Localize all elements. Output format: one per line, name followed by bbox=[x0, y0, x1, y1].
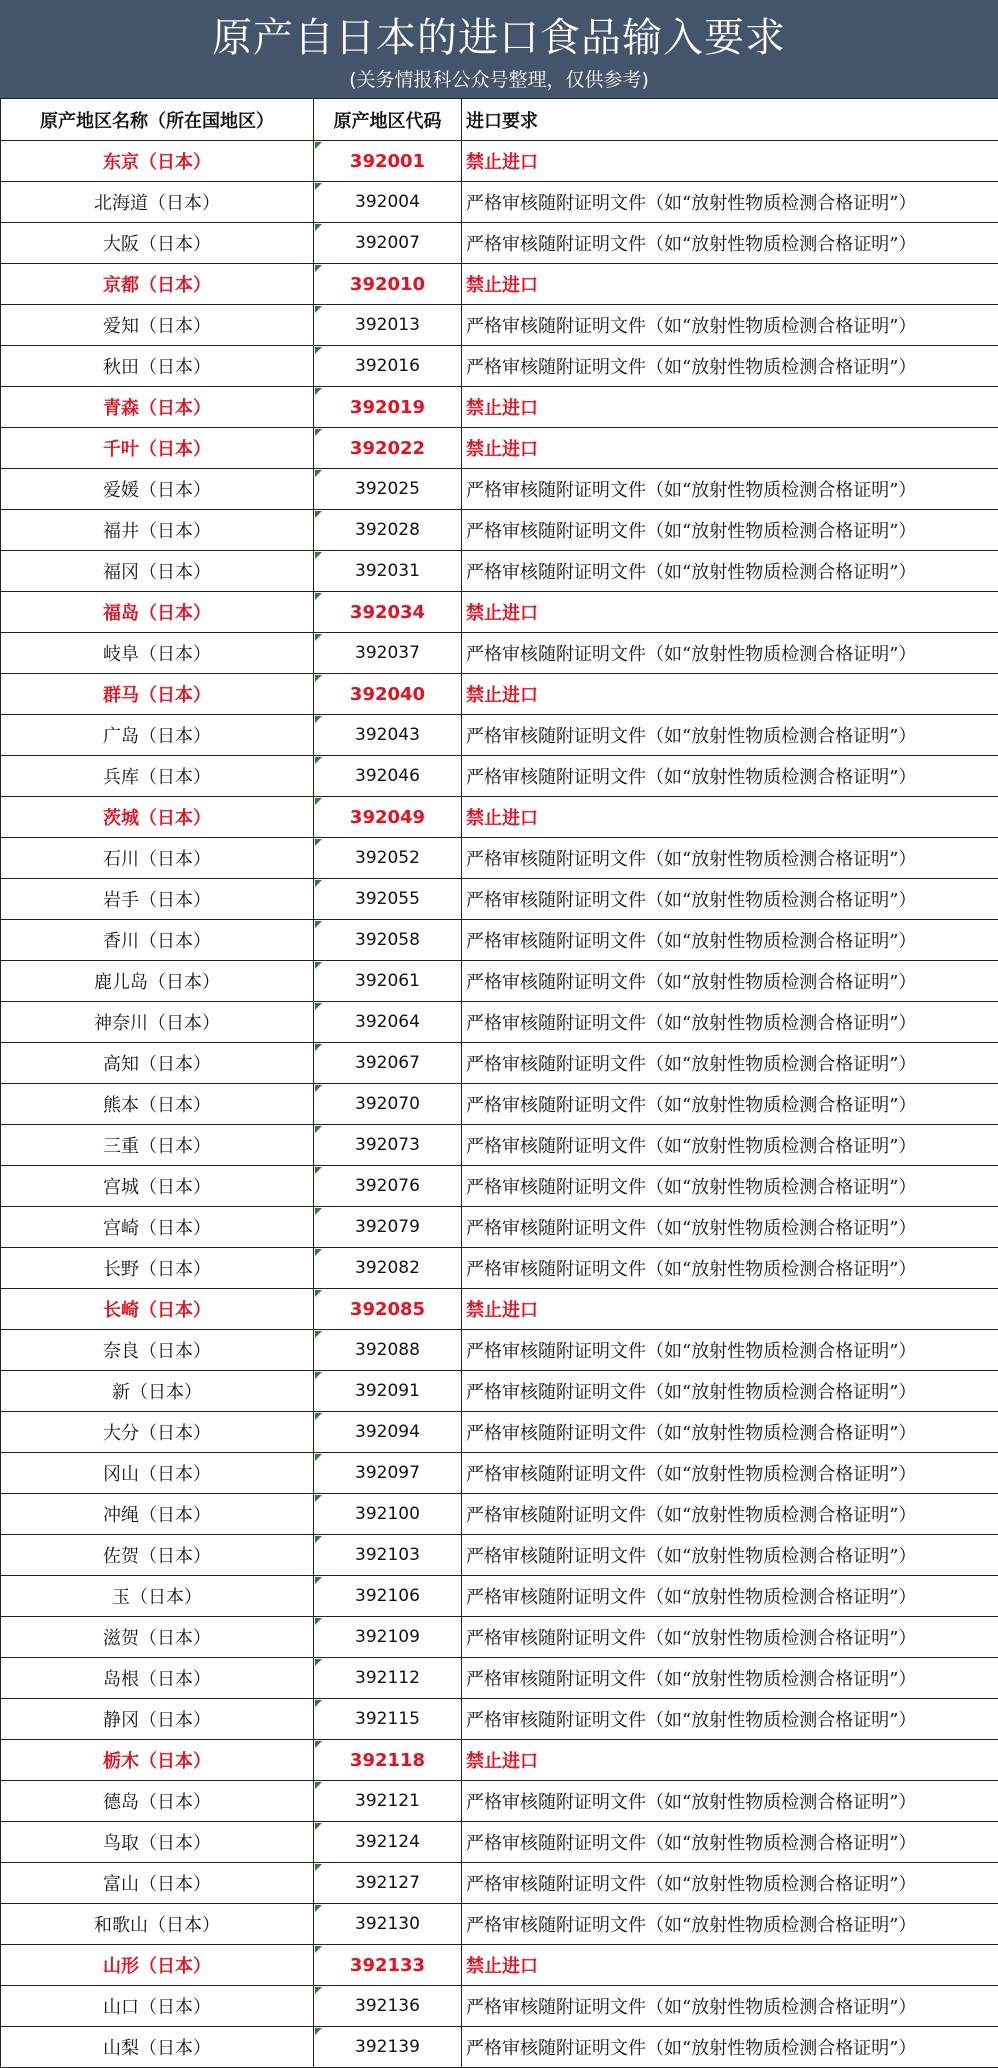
cell-import-requirement: 严格审核随附证明文件（如“放射性物质检测合格证明”） bbox=[462, 1576, 998, 1617]
cell-region-name: 青森（日本） bbox=[1, 387, 314, 428]
cell-region-code: 392115 bbox=[314, 1699, 462, 1740]
cell-import-requirement: 严格审核随附证明文件（如“放射性物质检测合格证明”） bbox=[462, 1822, 998, 1863]
cell-region-code: 392013 bbox=[314, 305, 462, 346]
cell-region-name: 佐贺（日本） bbox=[1, 1535, 314, 1576]
table-row bbox=[1, 346, 998, 387]
cell-region-name: 新（日本） bbox=[1, 1371, 314, 1412]
cell-region-code: 392046 bbox=[314, 756, 462, 797]
cell-import-requirement: 严格审核随附证明文件（如“放射性物质检测合格证明”） bbox=[462, 633, 998, 674]
table-row bbox=[1, 1822, 998, 1863]
table-row bbox=[1, 305, 998, 346]
cell-region-code: 392121 bbox=[314, 1781, 462, 1822]
cell-region-name: 福岛（日本） bbox=[1, 592, 314, 633]
cell-region-name: 和歌山（日本） bbox=[1, 1904, 314, 1945]
cell-import-requirement: 严格审核随附证明文件（如“放射性物质检测合格证明”） bbox=[462, 1002, 998, 1043]
cell-region-name: 德岛（日本） bbox=[1, 1781, 314, 1822]
cell-region-name: 滋贺（日本） bbox=[1, 1617, 314, 1658]
cell-import-requirement: 严格审核随附证明文件（如“放射性物质检测合格证明”） bbox=[462, 1781, 998, 1822]
cell-import-requirement: 严格审核随附证明文件（如“放射性物质检测合格证明”） bbox=[462, 1166, 998, 1207]
cell-import-requirement: 严格审核随附证明文件（如“放射性物质检测合格证明”） bbox=[462, 879, 998, 920]
table-row bbox=[1, 1412, 998, 1453]
cell-region-code: 392034 bbox=[314, 592, 462, 633]
table-row bbox=[1, 1863, 998, 1904]
cell-region-code: 392040 bbox=[314, 674, 462, 715]
cell-region-name: 爱媛（日本） bbox=[1, 469, 314, 510]
cell-region-code: 392028 bbox=[314, 510, 462, 551]
cell-import-requirement: 严格审核随附证明文件（如“放射性物质检测合格证明”） bbox=[462, 346, 998, 387]
cell-region-code: 392127 bbox=[314, 1863, 462, 1904]
cell-import-requirement: 严格审核随附证明文件（如“放射性物质检测合格证明”） bbox=[462, 551, 998, 592]
cell-region-code: 392130 bbox=[314, 1904, 462, 1945]
cell-import-requirement: 严格审核随附证明文件（如“放射性物质检测合格证明”） bbox=[462, 1904, 998, 1945]
cell-region-code: 392061 bbox=[314, 961, 462, 1002]
cell-region-name: 三重（日本） bbox=[1, 1125, 314, 1166]
cell-region-code: 392091 bbox=[314, 1371, 462, 1412]
cell-region-code: 392097 bbox=[314, 1453, 462, 1494]
table-row bbox=[1, 1125, 998, 1166]
cell-import-requirement: 禁止进口 bbox=[462, 141, 998, 182]
cell-region-name: 长崎（日本） bbox=[1, 1289, 314, 1330]
cell-region-code: 392085 bbox=[314, 1289, 462, 1330]
table-row bbox=[1, 797, 998, 838]
cell-region-code: 392067 bbox=[314, 1043, 462, 1084]
table-row bbox=[1, 1699, 998, 1740]
cell-import-requirement: 禁止进口 bbox=[462, 1740, 998, 1781]
table-row bbox=[1, 1043, 998, 1084]
cell-import-requirement: 禁止进口 bbox=[462, 264, 998, 305]
table-row bbox=[1, 1371, 998, 1412]
table-row bbox=[1, 633, 998, 674]
cell-region-code: 392124 bbox=[314, 1822, 462, 1863]
header-banner bbox=[0, 0, 998, 98]
column-header-import-requirement: 进口要求 bbox=[462, 99, 998, 141]
column-header-region-name: 原产地区名称（所在国地区） bbox=[1, 99, 314, 141]
cell-region-code: 392031 bbox=[314, 551, 462, 592]
cell-region-name: 鹿儿岛（日本） bbox=[1, 961, 314, 1002]
cell-region-code: 392088 bbox=[314, 1330, 462, 1371]
cell-import-requirement: 严格审核随附证明文件（如“放射性物质检测合格证明”） bbox=[462, 1084, 998, 1125]
cell-region-code: 392064 bbox=[314, 1002, 462, 1043]
cell-region-code: 392025 bbox=[314, 469, 462, 510]
cell-region-name: 高知（日本） bbox=[1, 1043, 314, 1084]
cell-import-requirement: 严格审核随附证明文件（如“放射性物质检测合格证明”） bbox=[462, 920, 998, 961]
cell-region-name: 岛根（日本） bbox=[1, 1658, 314, 1699]
cell-import-requirement: 严格审核随附证明文件（如“放射性物质检测合格证明”） bbox=[462, 2027, 998, 2068]
table-row bbox=[1, 674, 998, 715]
cell-region-code: 392073 bbox=[314, 1125, 462, 1166]
table-row bbox=[1, 838, 998, 879]
cell-import-requirement: 禁止进口 bbox=[462, 428, 998, 469]
cell-region-code: 392070 bbox=[314, 1084, 462, 1125]
cell-import-requirement: 严格审核随附证明文件（如“放射性物质检测合格证明”） bbox=[462, 715, 998, 756]
cell-region-code: 392010 bbox=[314, 264, 462, 305]
cell-region-code: 392094 bbox=[314, 1412, 462, 1453]
table-row bbox=[1, 920, 998, 961]
cell-region-code: 392055 bbox=[314, 879, 462, 920]
cell-region-name: 北海道（日本） bbox=[1, 182, 314, 223]
cell-region-name: 大分（日本） bbox=[1, 1412, 314, 1453]
cell-region-code: 392043 bbox=[314, 715, 462, 756]
table-row bbox=[1, 1781, 998, 1822]
cell-region-name: 静冈（日本） bbox=[1, 1699, 314, 1740]
cell-region-code: 392016 bbox=[314, 346, 462, 387]
table-row bbox=[1, 1617, 998, 1658]
cell-region-name: 岐阜（日本） bbox=[1, 633, 314, 674]
cell-region-name: 福冈（日本） bbox=[1, 551, 314, 592]
cell-region-code: 392106 bbox=[314, 1576, 462, 1617]
cell-region-name: 玉（日本） bbox=[1, 1576, 314, 1617]
table-row bbox=[1, 1002, 998, 1043]
cell-region-name: 广岛（日本） bbox=[1, 715, 314, 756]
cell-region-name: 千叶（日本） bbox=[1, 428, 314, 469]
cell-region-code: 392082 bbox=[314, 1248, 462, 1289]
cell-region-name: 岩手（日本） bbox=[1, 879, 314, 920]
cell-region-code: 392109 bbox=[314, 1617, 462, 1658]
table-row bbox=[1, 510, 998, 551]
cell-import-requirement: 严格审核随附证明文件（如“放射性物质检测合格证明”） bbox=[462, 1494, 998, 1535]
table-row bbox=[1, 1289, 998, 1330]
cell-region-name: 宫城（日本） bbox=[1, 1166, 314, 1207]
cell-region-name: 宫崎（日本） bbox=[1, 1207, 314, 1248]
cell-region-name: 富山（日本） bbox=[1, 1863, 314, 1904]
table-row bbox=[1, 387, 998, 428]
cell-region-name: 爱知（日本） bbox=[1, 305, 314, 346]
cell-region-code: 392004 bbox=[314, 182, 462, 223]
table-row bbox=[1, 756, 998, 797]
table-row bbox=[1, 428, 998, 469]
import-requirements-table bbox=[0, 98, 998, 2068]
table-row bbox=[1, 1330, 998, 1371]
cell-import-requirement: 禁止进口 bbox=[462, 797, 998, 838]
cell-region-name: 兵库（日本） bbox=[1, 756, 314, 797]
table-row bbox=[1, 1904, 998, 1945]
cell-import-requirement: 严格审核随附证明文件（如“放射性物质检测合格证明”） bbox=[462, 1986, 998, 2027]
cell-region-name: 鸟取（日本） bbox=[1, 1822, 314, 1863]
cell-import-requirement: 严格审核随附证明文件（如“放射性物质检测合格证明”） bbox=[462, 1043, 998, 1084]
cell-import-requirement: 严格审核随附证明文件（如“放射性物质检测合格证明”） bbox=[462, 1617, 998, 1658]
cell-region-name: 茨城（日本） bbox=[1, 797, 314, 838]
cell-region-code: 392052 bbox=[314, 838, 462, 879]
table-row bbox=[1, 264, 998, 305]
table-row bbox=[1, 715, 998, 756]
table-row bbox=[1, 961, 998, 1002]
cell-region-name: 山形（日本） bbox=[1, 1945, 314, 1986]
table-row bbox=[1, 1740, 998, 1781]
cell-import-requirement: 严格审核随附证明文件（如“放射性物质检测合格证明”） bbox=[462, 305, 998, 346]
cell-region-name: 奈良（日本） bbox=[1, 1330, 314, 1371]
table-row bbox=[1, 1084, 998, 1125]
cell-region-code: 392079 bbox=[314, 1207, 462, 1248]
cell-import-requirement: 严格审核随附证明文件（如“放射性物质检测合格证明”） bbox=[462, 756, 998, 797]
table-row bbox=[1, 592, 998, 633]
cell-region-name: 熊本（日本） bbox=[1, 1084, 314, 1125]
cell-region-code: 392022 bbox=[314, 428, 462, 469]
page-title: 原产自日本的进口食品输入要求 bbox=[0, 0, 998, 66]
cell-region-name: 群马（日本） bbox=[1, 674, 314, 715]
cell-region-name: 冈山（日本） bbox=[1, 1453, 314, 1494]
table-row bbox=[1, 223, 998, 264]
table-row bbox=[1, 1248, 998, 1289]
cell-region-name: 栃木（日本） bbox=[1, 1740, 314, 1781]
cell-import-requirement: 严格审核随附证明文件（如“放射性物质检测合格证明”） bbox=[462, 1535, 998, 1576]
cell-region-code: 392037 bbox=[314, 633, 462, 674]
cell-import-requirement: 禁止进口 bbox=[462, 592, 998, 633]
cell-import-requirement: 禁止进口 bbox=[462, 1945, 998, 1986]
cell-region-name: 长野（日本） bbox=[1, 1248, 314, 1289]
cell-import-requirement: 严格审核随附证明文件（如“放射性物质检测合格证明”） bbox=[462, 1699, 998, 1740]
cell-region-code: 392103 bbox=[314, 1535, 462, 1576]
cell-import-requirement: 严格审核随附证明文件（如“放射性物质检测合格证明”） bbox=[462, 1863, 998, 1904]
cell-region-code: 392049 bbox=[314, 797, 462, 838]
cell-import-requirement: 严格审核随附证明文件（如“放射性物质检测合格证明”） bbox=[462, 469, 998, 510]
cell-import-requirement: 严格审核随附证明文件（如“放射性物质检测合格证明”） bbox=[462, 961, 998, 1002]
column-header-region-code: 原产地区代码 bbox=[314, 99, 462, 141]
cell-import-requirement: 严格审核随附证明文件（如“放射性物质检测合格证明”） bbox=[462, 510, 998, 551]
table-row bbox=[1, 1576, 998, 1617]
cell-import-requirement: 严格审核随附证明文件（如“放射性物质检测合格证明”） bbox=[462, 1658, 998, 1699]
cell-import-requirement: 禁止进口 bbox=[462, 1289, 998, 1330]
cell-region-name: 冲绳（日本） bbox=[1, 1494, 314, 1535]
table-row bbox=[1, 182, 998, 223]
cell-import-requirement: 严格审核随附证明文件（如“放射性物质检测合格证明”） bbox=[462, 1371, 998, 1412]
cell-region-name: 福井（日本） bbox=[1, 510, 314, 551]
cell-region-name: 秋田（日本） bbox=[1, 346, 314, 387]
cell-region-name: 香川（日本） bbox=[1, 920, 314, 961]
table-row bbox=[1, 1535, 998, 1576]
cell-import-requirement: 严格审核随附证明文件（如“放射性物质检测合格证明”） bbox=[462, 1248, 998, 1289]
table-body bbox=[1, 141, 998, 2068]
cell-region-name: 石川（日本） bbox=[1, 838, 314, 879]
table-row bbox=[1, 1494, 998, 1535]
cell-region-name: 京都（日本） bbox=[1, 264, 314, 305]
cell-import-requirement: 严格审核随附证明文件（如“放射性物质检测合格证明”） bbox=[462, 223, 998, 264]
cell-region-name: 山口（日本） bbox=[1, 1986, 314, 2027]
cell-region-code: 392001 bbox=[314, 141, 462, 182]
cell-region-code: 392058 bbox=[314, 920, 462, 961]
cell-import-requirement: 严格审核随附证明文件（如“放射性物质检测合格证明”） bbox=[462, 1207, 998, 1248]
table-row bbox=[1, 879, 998, 920]
cell-import-requirement: 严格审核随附证明文件（如“放射性物质检测合格证明”） bbox=[462, 182, 998, 223]
table-row bbox=[1, 1453, 998, 1494]
cell-import-requirement: 禁止进口 bbox=[462, 387, 998, 428]
table-header-row bbox=[1, 99, 998, 141]
cell-region-code: 392019 bbox=[314, 387, 462, 428]
cell-import-requirement: 严格审核随附证明文件（如“放射性物质检测合格证明”） bbox=[462, 1330, 998, 1371]
cell-region-code: 392112 bbox=[314, 1658, 462, 1699]
table-row bbox=[1, 2027, 998, 2068]
table-row bbox=[1, 469, 998, 510]
cell-region-code: 392118 bbox=[314, 1740, 462, 1781]
cell-import-requirement: 禁止进口 bbox=[462, 674, 998, 715]
table-row bbox=[1, 1166, 998, 1207]
cell-import-requirement: 严格审核随附证明文件（如“放射性物质检测合格证明”） bbox=[462, 1125, 998, 1166]
cell-import-requirement: 严格审核随附证明文件（如“放射性物质检测合格证明”） bbox=[462, 1412, 998, 1453]
table-row bbox=[1, 1945, 998, 1986]
cell-region-name: 大阪（日本） bbox=[1, 223, 314, 264]
cell-region-code: 392136 bbox=[314, 1986, 462, 2027]
cell-region-code: 392100 bbox=[314, 1494, 462, 1535]
cell-region-name: 山梨（日本） bbox=[1, 2027, 314, 2068]
table-row bbox=[1, 1986, 998, 2027]
cell-region-name: 神奈川（日本） bbox=[1, 1002, 314, 1043]
table-row bbox=[1, 141, 998, 182]
cell-region-name: 东京（日本） bbox=[1, 141, 314, 182]
cell-region-code: 392007 bbox=[314, 223, 462, 264]
cell-region-code: 392076 bbox=[314, 1166, 462, 1207]
table-row bbox=[1, 1207, 998, 1248]
cell-region-code: 392139 bbox=[314, 2027, 462, 2068]
table-row bbox=[1, 551, 998, 592]
table-row bbox=[1, 1658, 998, 1699]
cell-region-code: 392133 bbox=[314, 1945, 462, 1986]
cell-import-requirement: 严格审核随附证明文件（如“放射性物质检测合格证明”） bbox=[462, 1453, 998, 1494]
page-subtitle: (关务情报科公众号整理，仅供参考) bbox=[0, 68, 998, 92]
cell-import-requirement: 严格审核随附证明文件（如“放射性物质检测合格证明”） bbox=[462, 838, 998, 879]
